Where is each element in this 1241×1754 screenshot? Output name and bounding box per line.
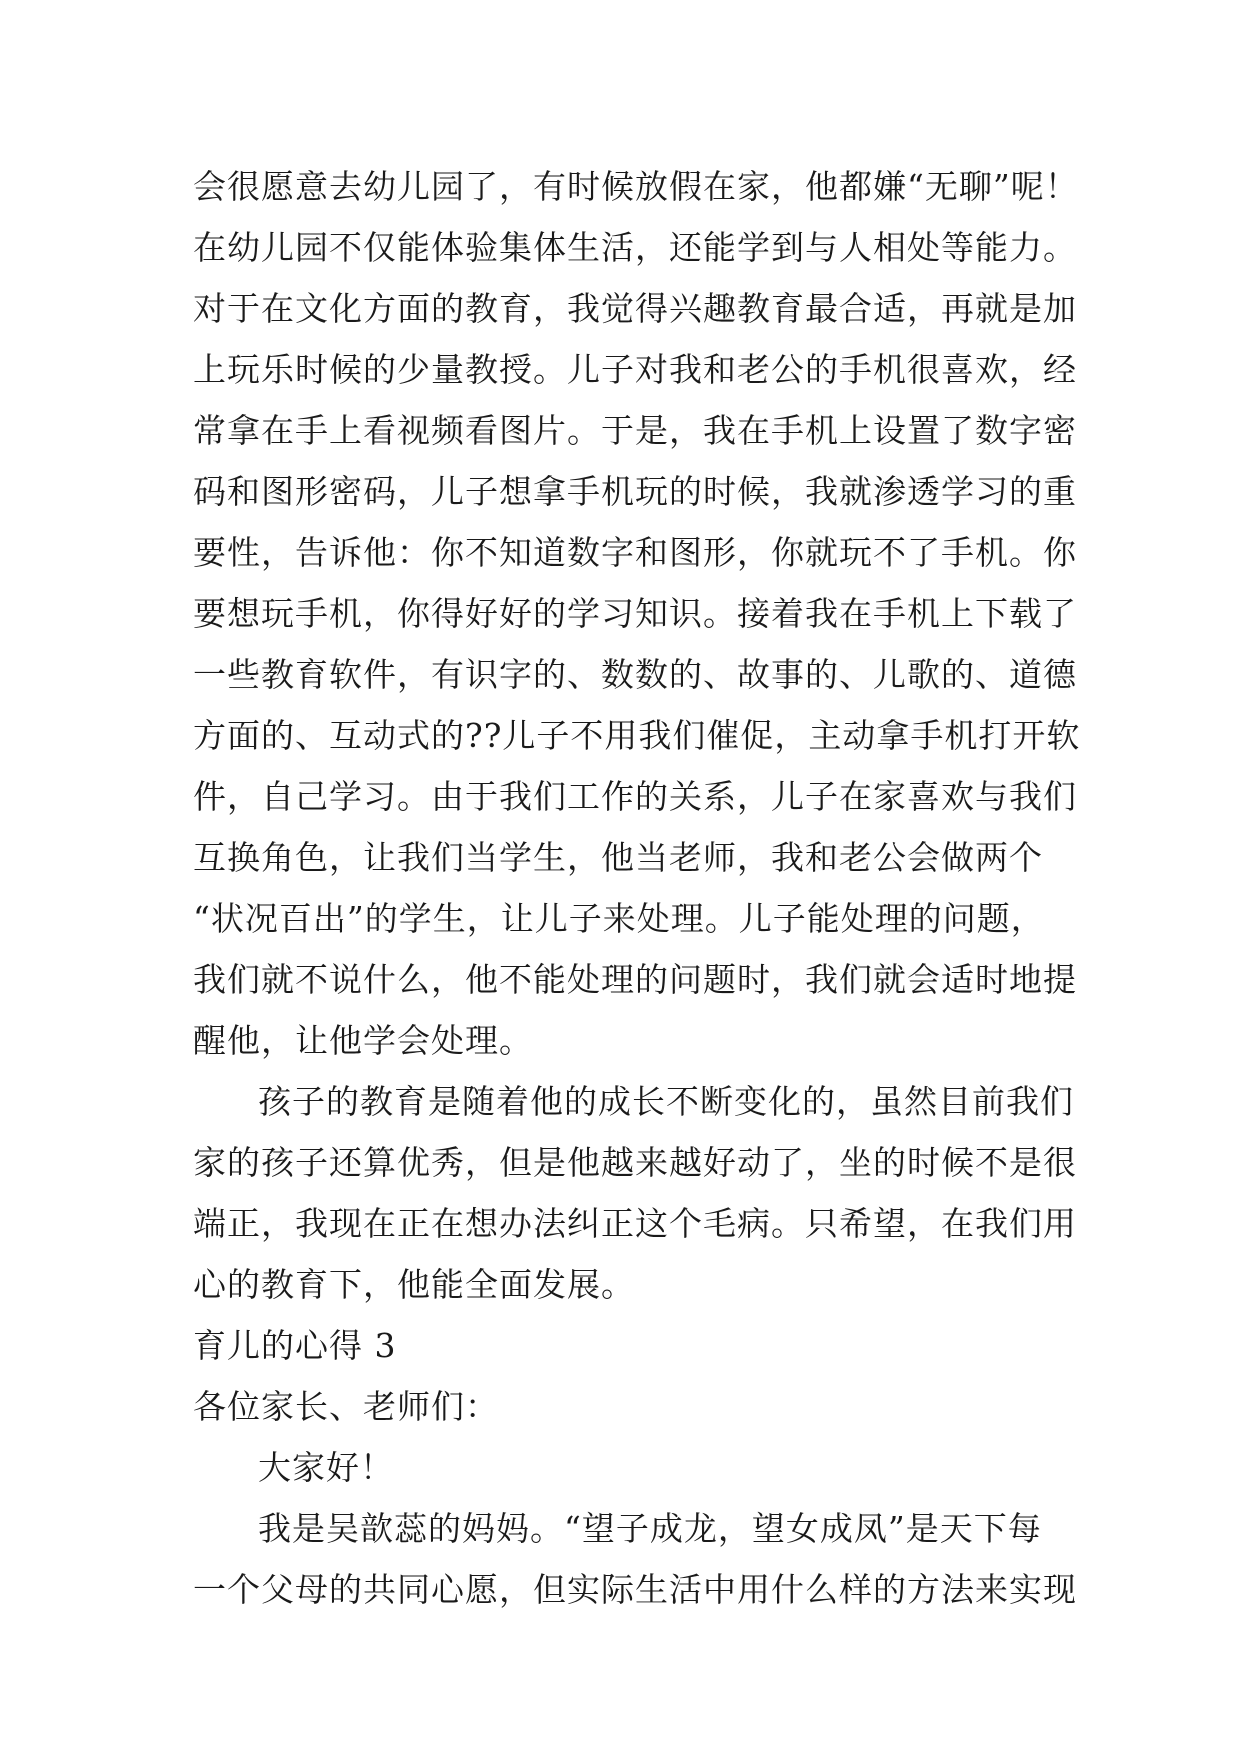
salutation: 各位家长、老师们： [193, 1387, 499, 1426]
text-line: 心的教育下，他能全面发展。 [193, 1265, 635, 1304]
text-line: 家的孩子还算优秀，但是他越来越好动了，坐的时候不是很 [193, 1143, 1077, 1182]
text-line: 上玩乐时候的少量教授。儿子对我和老公的手机很喜欢，经 [193, 350, 1077, 389]
text-line: 一些教育软件，有识字的、数数的、故事的、儿歌的、道德 [193, 655, 1077, 694]
text-line: 码和图形密码，儿子想拿手机玩的时候，我就渗透学习的重 [193, 472, 1077, 511]
text-line: 会很愿意去幼儿园了，有时候放假在家，他都嫌“无聊”呢！ [193, 167, 1079, 206]
text-line: 要想玩手机，你得好好的学习知识。接着我在手机上下载了 [193, 594, 1077, 633]
text-line: 端正，我现在正在想办法纠正这个毛病。只希望，在我们用 [193, 1204, 1077, 1243]
paragraph-first-line: 孩子的教育是随着他的成长不断变化的，虽然目前我们 [258, 1082, 1074, 1121]
text-line: 在幼儿园不仅能体验集体生活，还能学到与人相处等能力。 [193, 228, 1077, 267]
text-line: 方面的、互动式的??儿子不用我们催促，主动拿手机打开软 [193, 716, 1081, 755]
greeting: 大家好！ [258, 1448, 394, 1487]
text-line: “状况百出”的学生，让儿子来处理。儿子能处理的问题， [193, 899, 1045, 938]
text-line: 一个父母的共同心愿，但实际生活中用什么样的方法来实现 [193, 1570, 1077, 1609]
text-line: 要性，告诉他：你不知道数字和图形，你就玩不了手机。你 [193, 533, 1077, 572]
paragraph-first-line: 我是吴歆蕊的妈妈。“望子成龙，望女成凤”是天下每 [258, 1509, 1042, 1548]
text-line: 对于在文化方面的教育，我觉得兴趣教育最合适，再就是加 [193, 289, 1077, 328]
section-heading: 育儿的心得 3 [193, 1326, 397, 1365]
text-line: 常拿在手上看视频看图片。于是，我在手机上设置了数字密 [193, 411, 1077, 450]
text-line: 互换角色，让我们当学生，他当老师，我和老公会做两个 [193, 838, 1043, 877]
text-line: 件，自己学习。由于我们工作的关系，儿子在家喜欢与我们 [193, 777, 1077, 816]
text-line: 我们就不说什么，他不能处理的问题时，我们就会适时地提 [193, 960, 1077, 999]
text-line: 醒他，让他学会处理。 [193, 1021, 533, 1060]
